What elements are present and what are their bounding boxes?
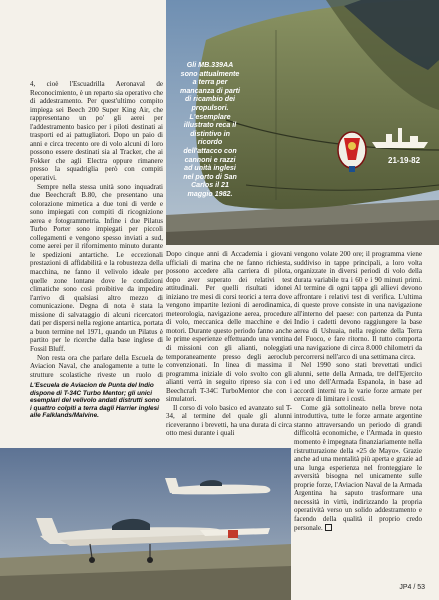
text-column-1: [30, 80, 163, 378]
paragraph: Nel 1990 sono stati brevettati undici alunni, sette della Armada, tre dell'Ejercito ed uno dell'Armada Espanola, in base ad accordi interni tra le varie forze armate per cercare di limitare i costi.: [294, 361, 422, 404]
end-of-article-mark: [325, 524, 332, 531]
paragraph: Dopo cinque anni di Accademia i giovani ufficiali di marina che ne fanno richiesta, possono accedere alla carriera di pilota, dopo aver superato dei relativi test attitudinali. Per quelli risultati idonei iniziano tre mesi di corsi teorici a terra dove vengono impartite lezioni di aerodinamica, meteorologia, navigazione aerea, procedure di volo, meccanica delle macchine e dei motori. Durante questo periodo fanno anche le prime esperienze effettuando una ventina di missioni con gli alianti, noleggiati temporaneamente presso degli aeroclub convenzionati. In linea di massima il programma iniziale di volo svolto con gli alianti verrà in seguito ripreso sia con i Beechcraft T-34C TurboMentor che con i simulatori.: [166, 250, 292, 404]
photo-caption-top: Gli MB.339AA sono attualmente a terra per mancanza di parti di ricambio dei propulsori. L'esemplare illustrato reca il distintivo in ricordo dell'attacco con cannoni e razzi ad unità inglesi nel porto di San Carlos il 21 maggio 1982.: [180, 61, 240, 198]
paragraph: Non resta ora che parlare della Escuela de Aviacion Naval, che analogamente a tutte le strutture scolastiche riveste un ruolo di: [30, 353, 163, 378]
paragraph: [294, 404, 422, 532]
paragraph: Sempre nella stessa unità sono inquadrati due Beechcraft B.80, che presentano una colorazione mimetica a due toni di verde e sono impiegati con compiti di ricognizione aerea e fotogrammetria. Infine i due Pilatus Turbo Porter sono impiegati per piccoli collegamenti e vengono spesso inviati a sud, come aerei per il rifornimento minuto durante le spedizioni antartiche. Le eccezionali prestazioni di affidabilità e la robustezza della macchina, ne fanno il velivolo ideale per quelle zone lontane dove le condizioni climatiche sono così proibitive da impedire l'arrivo di qualsiasi altro mezzo di comunicazione. Degna di nota è stata la missione di salvataggio di alcuni ricercatori dati per dispersi nella regione antartica, portata a buon termine nel 1971, quando un Pilatus è partito per le ricerche dalla base inglese di Fossil Bluff.: [30, 182, 163, 353]
photo-mb339-aircraft: [166, 0, 439, 245]
paragraph: 4, cioè l'Escuadrilla Aeronaval de Reconocimiento, è un reparto sia operativo che di addestramento. Per quest'ultimo compito impiega sei Beech 200 Super King Air, che rappresentano un po' gli aerei per l'addestramento basico per i piloti destinati ai trasporti ed ai pattugliatori. Dopo un paio di anni e circa trecento ore di volo alcuni di loro possono essere destinati sia al Tracker, che ai Fokker che agli Electra oppure rimanere presso la squadriglia però con compiti operativi.: [30, 80, 163, 183]
photo-t34c-aircraft: [0, 448, 291, 600]
paragraph: vengono volate 200 ore; il programma viene suddiviso in tappe principali, a loro volta organizzate in diversi periodi di volo della durata variabile tra i 60 e i 90 minuti primi. Al termine di ogni tappa gli allievi devono affrontare i relativi test di verifica. L'ultima di queste prove consiste in una navigazione all'interno del paese: con partenza da Punta Indio i cadetti devono raggiungere la base aerea di Ushuaia, nella regione della Terra del Fuoco, e fare ritorno. Il tutto comporta una navigazione di circa 8.000 chilometri da percorrersi nell'arco di una settimana circa.: [294, 250, 422, 361]
page-number: JP4 / 53: [399, 584, 425, 591]
paragraph-text: Come già sottolineato nella breve nota introduttiva, tutte le forze armate argentine stanno attraversando un periodo di grandi difficoltà economiche, e l'Armada in questo momento è impegnata finanziariamente nella ristrutturazione della «25 de Mayo». Grazie anche ad una mentalità più aperta e grazie ad una lunga esperienza nel fronteggiare le avversità bisogna nel unicamente sulle proprie forze, l'Aviacion Naval de la Armada Argentina ha saputo trasformare una necessità in virtù, indirizzando la propria operatività verso un solido addestramento e facendo della qualità il proprio credo personale.: [294, 403, 422, 532]
turbomentor-illustration: [0, 448, 291, 600]
text-column-3: [294, 250, 422, 568]
mural-text: 21-19-82: [388, 156, 421, 165]
photo-caption-bottom: L'Escuela de Aviacion de Punta del Indio dispone di T-34C Turbo Mentor; gli unici esemplari del velivolo andati distrutti sono i quattro colpiti a terra dagli Harrier inglesi alle Falklands/Malvine.: [30, 382, 160, 420]
paragraph: Il corso di volo basico ed avanzato sul T-34, al termine del quale gli alunni riceveranno i brevetti, ha una durata di circa otto mesi durante i quali: [166, 403, 292, 438]
